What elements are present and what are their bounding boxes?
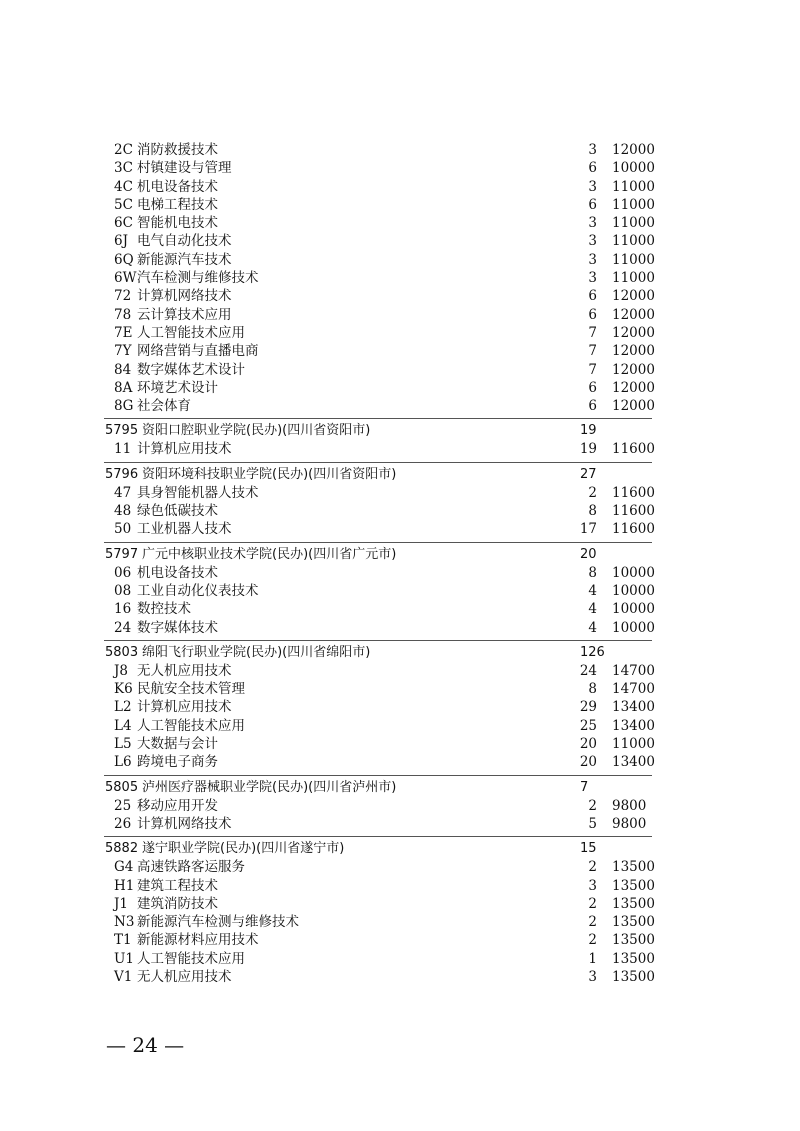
school-list <box>0 421 800 986</box>
program-fee: 11600 <box>612 503 655 520</box>
program-count: 3 <box>588 270 597 287</box>
program-code: 16 <box>114 601 132 618</box>
program-fee: 13400 <box>612 699 655 716</box>
program-name: 新能源汽车技术 <box>137 251 232 268</box>
program-row <box>0 520 800 538</box>
program-fee: 12000 <box>612 324 655 341</box>
program-code: L4 <box>114 717 132 734</box>
program-name: 人工智能技术应用 <box>137 717 245 734</box>
program-code: L5 <box>114 736 132 753</box>
school-code: 5803 <box>105 644 139 660</box>
program-count: 3 <box>588 215 597 232</box>
program-row <box>0 895 800 913</box>
program-name: 高速铁路客运服务 <box>137 859 245 876</box>
school-total: 7 <box>580 779 589 795</box>
program-code: 50 <box>114 521 132 538</box>
school-block <box>0 839 800 986</box>
program-fee: 11000 <box>612 736 655 753</box>
program-name: 数控技术 <box>137 601 191 618</box>
program-fee: 11600 <box>612 484 655 501</box>
document-body <box>0 141 800 986</box>
program-code: 48 <box>114 503 132 520</box>
program-name: 电气自动化技术 <box>137 233 232 250</box>
program-name: 民航安全技术管理 <box>137 681 245 698</box>
program-count: 8 <box>588 681 597 698</box>
program-code: J8 <box>114 662 129 679</box>
program-row <box>0 251 800 269</box>
program-count: 29 <box>579 699 597 716</box>
school-title: 泸州医疗器械职业学院(民办)(四川省泸州市) <box>142 779 397 795</box>
program-count: 2 <box>588 895 597 912</box>
program-code: 6Q <box>114 251 134 268</box>
program-fee: 9800 <box>612 797 647 814</box>
program-row <box>0 342 800 360</box>
program-count: 7 <box>588 324 597 341</box>
school-title: 广元中核职业技术学院(民办)(四川省广元市) <box>142 546 397 562</box>
program-name: 计算机网络技术 <box>137 288 232 305</box>
program-name: 网络营销与直播电商 <box>137 343 259 360</box>
program-name: 计算机应用技术 <box>137 441 232 458</box>
school-block <box>0 643 800 772</box>
program-name: 新能源材料应用技术 <box>137 932 259 949</box>
program-row <box>0 619 800 637</box>
program-count: 6 <box>588 160 597 177</box>
program-fee: 10000 <box>612 160 655 177</box>
program-row <box>0 753 800 771</box>
program-name: 大数据与会计 <box>137 736 218 753</box>
program-name: 绿色低碳技术 <box>137 503 218 520</box>
program-count: 5 <box>588 815 597 832</box>
program-row <box>0 582 800 600</box>
school-block <box>0 465 800 539</box>
program-name: 人工智能技术应用 <box>137 324 245 341</box>
program-row <box>0 214 800 232</box>
program-count: 2 <box>588 914 597 931</box>
program-count: 2 <box>588 932 597 949</box>
program-row <box>0 484 800 502</box>
program-fee: 11600 <box>612 441 655 458</box>
program-name: 电梯工程技术 <box>137 196 218 213</box>
program-name: 人工智能技术应用 <box>137 950 245 967</box>
program-count: 20 <box>579 754 597 771</box>
program-count: 6 <box>588 288 597 305</box>
program-code: T1 <box>114 932 132 949</box>
school-code: 5882 <box>105 841 139 857</box>
program-fee: 10000 <box>612 619 655 636</box>
program-code: L2 <box>114 699 132 716</box>
program-fee: 12000 <box>612 379 655 396</box>
school-total: 20 <box>580 546 597 562</box>
school-title: 资阳环境科技职业学院(民办)(四川省资阳市) <box>142 466 397 482</box>
program-name: 消防救援技术 <box>137 142 218 158</box>
program-fee: 13500 <box>612 932 655 949</box>
program-code: 25 <box>114 797 132 814</box>
program-name: 社会体育 <box>137 398 191 415</box>
program-name: 工业自动化仪表技术 <box>137 582 259 599</box>
program-fee: 14700 <box>612 662 655 679</box>
program-code: 26 <box>114 815 132 832</box>
program-code: 8A <box>114 379 133 396</box>
program-row <box>0 735 800 753</box>
program-count: 2 <box>588 484 597 501</box>
program-count: 24 <box>579 662 597 679</box>
program-code: 6C <box>114 215 133 232</box>
program-row <box>0 913 800 931</box>
program-name: 建筑消防技术 <box>137 895 218 912</box>
program-count: 8 <box>588 503 597 520</box>
program-code: 84 <box>114 361 132 378</box>
school-title: 绵阳飞行职业学院(民办)(四川省绵阳市) <box>142 644 371 660</box>
program-fee: 13500 <box>612 877 655 894</box>
program-code: 8G <box>114 398 134 415</box>
program-fee: 10000 <box>612 582 655 599</box>
school-block <box>0 778 800 834</box>
program-row <box>0 698 800 716</box>
program-code: 4C <box>114 178 133 195</box>
program-count: 3 <box>588 178 597 195</box>
program-row <box>0 269 800 287</box>
school-title: 资阳口腔职业学院(民办)(四川省资阳市) <box>142 423 371 439</box>
program-fee: 11600 <box>612 521 655 538</box>
program-fee: 12000 <box>612 398 655 415</box>
program-name: 无人机应用技术 <box>137 662 232 679</box>
program-fee: 10000 <box>612 564 655 581</box>
program-code: 6W <box>114 270 137 287</box>
program-row <box>0 600 800 618</box>
program-code: 5C <box>114 196 133 213</box>
program-code: 6J <box>114 233 129 250</box>
program-count: 3 <box>588 251 597 268</box>
program-count: 4 <box>588 619 597 636</box>
program-code: H1 <box>114 877 135 894</box>
program-code: G4 <box>114 859 134 876</box>
program-count: 6 <box>588 398 597 415</box>
program-count: 6 <box>588 379 597 396</box>
program-row <box>0 196 800 214</box>
program-name: 村镇建设与管理 <box>137 160 232 177</box>
school-header <box>0 545 800 564</box>
program-row <box>0 717 800 735</box>
program-code: 11 <box>114 441 132 458</box>
program-fee: 11000 <box>612 215 655 232</box>
program-count: 17 <box>579 521 597 538</box>
program-fee: 13500 <box>612 968 655 985</box>
program-count: 1 <box>588 950 597 967</box>
program-name: 智能机电技术 <box>137 215 218 232</box>
program-fee: 12000 <box>612 306 655 323</box>
program-code: 08 <box>114 582 132 599</box>
program-code: L6 <box>114 754 132 771</box>
program-fee: 10000 <box>612 601 655 618</box>
program-fee: 11000 <box>612 251 655 268</box>
program-name: 汽车检测与维修技术 <box>137 270 259 287</box>
program-fee: 12000 <box>612 288 655 305</box>
program-count: 8 <box>588 564 597 581</box>
continued-program-list <box>0 141 800 415</box>
program-row <box>0 564 800 582</box>
school-header <box>0 839 800 858</box>
program-row <box>0 931 800 949</box>
program-row <box>0 141 800 159</box>
program-fee: 14700 <box>612 681 655 698</box>
program-row <box>0 232 800 250</box>
program-count: 7 <box>588 343 597 360</box>
program-count: 3 <box>588 968 597 985</box>
program-row <box>0 502 800 520</box>
school-total: 126 <box>580 644 605 660</box>
program-fee: 11000 <box>612 196 655 213</box>
program-code: 2C <box>114 142 133 158</box>
program-code: 72 <box>114 288 132 305</box>
program-fee: 13500 <box>612 895 655 912</box>
program-count: 4 <box>588 582 597 599</box>
school-header <box>0 643 800 662</box>
program-fee: 11000 <box>612 178 655 195</box>
program-name: 工业机器人技术 <box>137 521 232 538</box>
program-fee: 13500 <box>612 950 655 967</box>
program-row <box>0 379 800 397</box>
program-count: 6 <box>588 306 597 323</box>
program-name: 机电设备技术 <box>137 178 218 195</box>
school-code: 5796 <box>105 466 139 482</box>
program-row <box>0 397 800 415</box>
program-name: 环境艺术设计 <box>137 379 218 396</box>
program-name: 数字媒体艺术设计 <box>137 361 245 378</box>
program-fee: 11000 <box>612 270 655 287</box>
program-count: 6 <box>588 196 597 213</box>
program-count: 2 <box>588 859 597 876</box>
school-code: 5797 <box>105 546 139 562</box>
program-code: 3C <box>114 160 133 177</box>
program-row <box>0 159 800 177</box>
school-title: 遂宁职业学院(民办)(四川省遂宁市) <box>142 841 345 857</box>
program-count: 7 <box>588 361 597 378</box>
program-name: 计算机网络技术 <box>137 815 232 832</box>
program-count: 19 <box>579 441 597 458</box>
school-total: 15 <box>580 841 597 857</box>
program-row <box>0 178 800 196</box>
program-code: 7Y <box>114 343 132 360</box>
program-name: 新能源汽车检测与维修技术 <box>137 914 299 931</box>
program-name: 云计算技术应用 <box>137 306 232 323</box>
school-header <box>0 465 800 484</box>
program-code: 06 <box>114 564 132 581</box>
school-block <box>0 421 800 458</box>
program-row <box>0 662 800 680</box>
program-row <box>0 680 800 698</box>
program-row <box>0 440 800 458</box>
program-name: 计算机应用技术 <box>137 699 232 716</box>
program-count: 25 <box>579 717 597 734</box>
program-fee: 13500 <box>612 914 655 931</box>
program-count: 3 <box>588 142 597 158</box>
program-row <box>0 877 800 895</box>
school-total: 19 <box>580 423 597 439</box>
program-code: U1 <box>114 950 134 967</box>
school-total: 27 <box>580 466 597 482</box>
program-code: 24 <box>114 619 132 636</box>
program-fee: 13400 <box>612 754 655 771</box>
program-fee: 13500 <box>612 859 655 876</box>
program-count: 3 <box>588 877 597 894</box>
page-number: — 24 — <box>106 1033 185 1057</box>
program-name: 机电设备技术 <box>137 564 218 581</box>
program-name: 无人机应用技术 <box>137 968 232 985</box>
program-row <box>0 287 800 305</box>
program-fee: 12000 <box>612 142 655 158</box>
program-name: 数字媒体技术 <box>137 619 218 636</box>
program-row <box>0 815 800 833</box>
program-code: 47 <box>114 484 132 501</box>
school-header <box>0 778 800 797</box>
program-count: 3 <box>588 233 597 250</box>
program-code: J1 <box>114 895 129 912</box>
program-code: K6 <box>114 681 133 698</box>
program-name: 跨境电子商务 <box>137 754 218 771</box>
program-fee: 11000 <box>612 233 655 250</box>
program-fee: 13400 <box>612 717 655 734</box>
program-fee: 12000 <box>612 361 655 378</box>
program-row <box>0 858 800 876</box>
program-code: V1 <box>114 968 133 985</box>
school-code: 5805 <box>105 779 139 795</box>
program-count: 2 <box>588 797 597 814</box>
program-name: 具身智能机器人技术 <box>137 484 259 501</box>
program-row <box>0 306 800 324</box>
program-count: 4 <box>588 601 597 618</box>
program-fee: 12000 <box>612 343 655 360</box>
program-row <box>0 968 800 986</box>
program-name: 移动应用开发 <box>137 797 218 814</box>
program-name: 建筑工程技术 <box>137 877 218 894</box>
program-count: 20 <box>579 736 597 753</box>
program-row <box>0 324 800 342</box>
program-code: 7E <box>114 324 133 341</box>
program-row <box>0 361 800 379</box>
program-fee: 9800 <box>612 815 647 832</box>
program-code: N3 <box>114 914 135 931</box>
school-header <box>0 421 800 440</box>
program-code: 78 <box>114 306 132 323</box>
program-row <box>0 797 800 815</box>
school-block <box>0 545 800 637</box>
school-code: 5795 <box>105 423 139 439</box>
program-row <box>0 950 800 968</box>
